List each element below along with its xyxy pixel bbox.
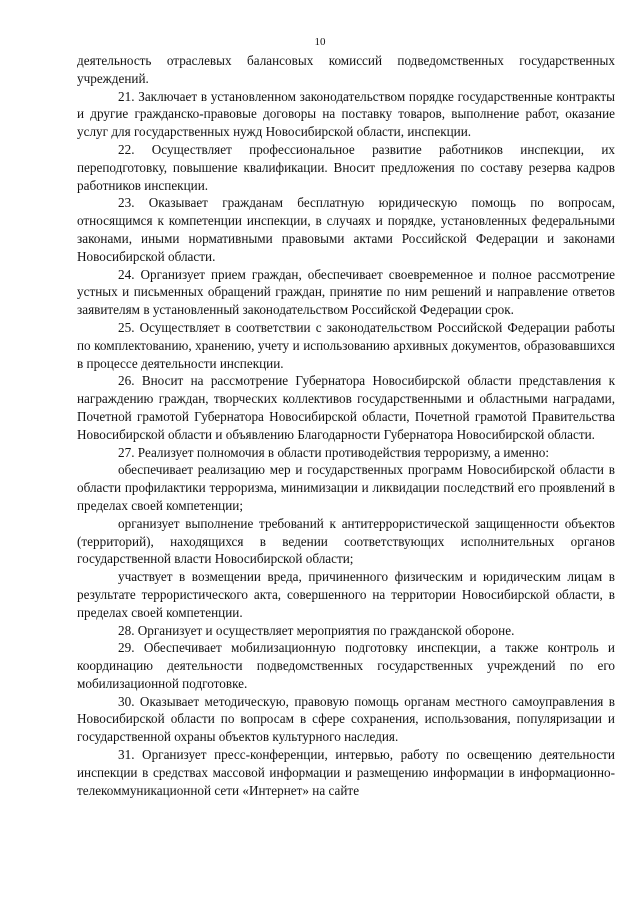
paragraph: обеспечивает реализацию мер и государственных программ Новосибирской области в области профилактики терроризма, минимизации и ликвидации последствий его проявлений в пределах своей компетенции;	[77, 462, 615, 513]
paragraph: 27. Реализует полномочия в области противодействия терроризму, а именно:	[118, 444, 550, 460]
paragraph: 21. Заключает в установленном законодательством порядке государственные контракты и другие гражданско-правовые договоры на поставку товаров, выполнение работ, оказание услуг для государственных нужд Новосибирской области, инспекции.	[77, 88, 615, 140]
paragraph: 31. Организует пресс-конференции, интервью, работу по освещению деятельности инспекции в средствах массовой информации и размещению информации в информационно-телекоммуникационной сети «Интернет» на сайте	[77, 747, 615, 798]
paragraph: 23. Оказывает гражданам бесплатную юридическую помощь по вопросам, относящимся к компетенции инспекции, в случаях и порядке, установленных федеральными законами, иными нормативными правовыми актами Российской Федерации и законами Новосибирской области.	[77, 195, 615, 264]
paragraph: 22. Осуществляет профессиональное развитие работников инспекции, их переподготовку, повышение квалификации. Вносит предложения по составу резерва кадров работников инспекции.	[77, 141, 615, 193]
paragraph: деятельность отраслевых балансовых комиссий подведомственных государственных учреждений.	[77, 53, 615, 86]
paragraph: 26. Вносит на рассмотрение Губернатора Новосибирской области представления к награждению граждан, творческих коллективов государственными и областными наградами, Почетной грамотой Губернатора Новосибирской области, Почетной грамотой Правительства Новосибирской области и объявлению Благодарности Губернатора Новосибирской области.	[77, 373, 615, 442]
page-number: 10	[314, 36, 326, 48]
paragraph: 28. Организует и осуществляет мероприятия по гражданской обороне.	[118, 622, 515, 638]
paragraph: участвует в возмещении вреда, причиненного физическим и юридическим лицам в результате террористического акта, совершенного на территории Новосибирской области, в пределах своей компетенции.	[77, 569, 615, 620]
paragraph: 29. Обеспечивает мобилизационную подготовку инспекции, а также контроль и координацию деятельности подведомственных государственных учреждений по его мобилизационной подготовке.	[77, 640, 615, 691]
paragraph: 25. Осуществляет в соответствии с законодательством Российской Федерации работы по комплектованию, хранению, учету и использованию архивных документов, образовавшихся в процессе деятельности инспекции.	[77, 319, 615, 371]
paragraph: 30. Оказывает методическую, правовую помощь органам местного самоуправления в Новосибирской области по вопросам в сфере сохранения, использования, популяризации и государственной охраны объектов культурного наследия.	[77, 693, 615, 745]
paragraph: 24. Организует прием граждан, обеспечивает своевременное и полное рассмотрение устных и письменных обращений граждан, принятие по ним решений и направление ответов заявителям в установленный законодательством Российской Федерации срок.	[77, 266, 615, 318]
document-body	[77, 52, 615, 799]
paragraph: организует выполнение требований к антитеррористической защищенности объектов (территорий), находящихся в ведении соответствующих исполнительных органов государственной власти Новосибирской области;	[77, 515, 615, 567]
